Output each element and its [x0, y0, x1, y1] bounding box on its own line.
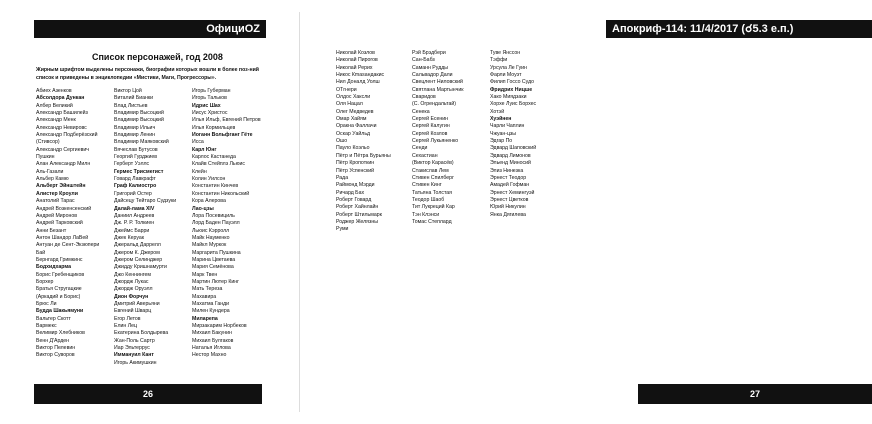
person-name: Юрий Никулин: [490, 204, 526, 211]
person-name: Эдгар По: [490, 138, 513, 145]
person-name: Фарли Моуэт: [490, 72, 522, 79]
person-name: Евгений Шварц: [114, 308, 152, 315]
person-name: Сенека: [412, 108, 430, 115]
person-name: Рада: [336, 174, 349, 181]
person-name: Карлос Кастанеда: [192, 154, 236, 161]
person-name: Лора Посевициль: [192, 212, 235, 219]
person-name: Исса: [192, 139, 204, 146]
person-name: Антуан де Сент-Экзюпери: [36, 242, 100, 249]
person-name: Свецлент Ниловский: [412, 79, 463, 86]
name-column-4: [336, 50, 391, 234]
left-page-number: 26: [34, 384, 262, 404]
name-column-5: [412, 50, 464, 226]
person-name: Альберт Эйнштейн: [36, 183, 86, 190]
person-name: Иммануил Кант: [114, 352, 154, 359]
person-name: Тит Лукреций Кар: [412, 204, 455, 211]
person-name: Колин Уилсон: [192, 176, 226, 183]
person-name: Братья Стругацкие: [36, 286, 82, 293]
person-name: Эрнест Цветков: [490, 196, 529, 203]
person-name: Мать Тереза: [192, 286, 223, 293]
person-name: Анни Безант: [36, 227, 67, 234]
person-name: Кора Алерова: [192, 198, 226, 205]
person-name: Роберт Говард: [336, 196, 372, 203]
person-name: Миларепа: [192, 315, 218, 322]
name-column-1: [36, 88, 99, 360]
person-name: Пушкин: [36, 154, 55, 161]
person-name: Владимир Маяковский: [114, 139, 169, 146]
name-column-3: [192, 88, 261, 360]
person-name: Ошо: [336, 138, 348, 145]
person-name: Джордж Лукас: [114, 278, 149, 285]
person-name: Герберт Уэллс: [114, 161, 150, 168]
person-name: Александр Менк: [36, 117, 76, 124]
person-name: Оскар Уайльд: [336, 130, 371, 137]
person-name: Бай: [36, 249, 46, 256]
name-column-6: [490, 50, 536, 219]
list-title: Список персонажей, год 2008: [92, 52, 223, 62]
person-name: Влад Листьев: [114, 102, 148, 109]
person-name: Виктор Пелевин: [36, 345, 76, 352]
person-name: Бодхидхарма: [36, 264, 72, 271]
person-name: Дж. Р. Р. Толкиен: [114, 220, 155, 227]
person-name: Руми: [336, 226, 349, 233]
person-name: Григорий Остер: [114, 190, 152, 197]
person-name: Говард Лавкрафт: [114, 176, 156, 183]
person-name: Илья Кормильцев: [192, 124, 236, 131]
person-name: Далай-лама XIV: [114, 205, 155, 212]
person-name: Сергей Калугин: [412, 123, 450, 130]
person-name: Джеймс Барри: [114, 227, 150, 234]
person-name: Лорд Баден Пауэлл: [192, 220, 240, 227]
person-name: Тэффи: [490, 57, 508, 64]
person-name: Пётр и Пётра Бурьяны: [336, 152, 391, 159]
person-name: Николай Рерих: [336, 64, 373, 71]
person-name: Филип Госсо Судо: [490, 79, 535, 86]
person-name: Александр Башилейз: [36, 110, 88, 117]
person-name: Андрей Миронов: [36, 212, 77, 219]
person-name: Хорхе Луис Борхес: [490, 101, 537, 108]
person-name: Льюис Кэрролл: [192, 227, 230, 234]
person-name: Элиз Нинезка: [490, 167, 524, 174]
person-name: Роберт Штильмарк: [336, 211, 382, 218]
person-name: Дайсецу Тейтаро Судзуки: [114, 198, 177, 205]
person-name: Карл Юнг: [192, 146, 217, 153]
person-name: Игорь Тальков: [192, 95, 227, 102]
person-name: Урсула Ле Гуин: [490, 64, 527, 71]
person-name: Владимир Высоцкий: [114, 117, 164, 124]
person-name: Андрей Тарковский: [36, 220, 83, 227]
person-name: Джером Селинджер: [114, 256, 163, 263]
person-name: Николай Пирогов: [336, 57, 378, 64]
person-name: Будда Шакьямуни: [36, 308, 84, 315]
person-name: (Виктор Карасёв): [412, 160, 454, 167]
person-name: Эдвард Лимонов: [490, 152, 531, 159]
person-name: Марк Твен: [192, 271, 218, 278]
person-name: Амадей Гофман: [490, 182, 530, 189]
person-name: Стивен Кинг: [412, 182, 442, 189]
left-header: ОфициOZ: [34, 20, 266, 38]
person-name: Иисус Христос: [192, 110, 228, 117]
person-name: Абиех Азенков: [36, 88, 72, 94]
person-name: Николай Козлов: [336, 50, 375, 56]
person-name: Саманн Рудды: [412, 64, 448, 71]
person-name: Сергей Лукьяненко: [412, 138, 459, 145]
person-name: Екатерина Болдырева: [114, 330, 169, 337]
person-name: Егор Летов: [114, 315, 141, 322]
person-name: Джером К. Джером: [114, 249, 160, 256]
person-name: Александр Невировс: [36, 124, 87, 131]
person-name: Никос Кmasандакис: [336, 72, 385, 79]
person-name: Велимир Хлебников: [36, 330, 85, 337]
person-name: Константин Никольский: [192, 190, 250, 197]
person-name: Стивен Спилберг: [412, 174, 454, 181]
person-name: Нестор Махно: [192, 352, 227, 359]
person-name: Георгий Гурджиев: [114, 154, 158, 161]
person-name: Дмитрий Аверьяни: [114, 300, 160, 307]
person-name: Анатолий Тарас: [36, 198, 75, 205]
person-name: Роджер Желязны: [336, 218, 378, 225]
person-name: Туве Янссон: [490, 50, 521, 56]
person-name: Даниил Андреев: [114, 212, 155, 219]
person-name: (С. Огрендальтай): [412, 101, 456, 108]
person-name: Мирзакарим Норбеков: [192, 323, 247, 329]
person-name: Тэн Клэнси: [412, 211, 440, 218]
person-name: Хуэйнен: [490, 116, 512, 123]
right-page-number: 27: [638, 384, 872, 404]
person-name: Милен Кундера: [192, 308, 230, 315]
person-name: Владимир Ленин: [114, 132, 156, 139]
person-name: Марина Цветаева: [192, 256, 236, 263]
person-name: Иар Эльтеррус: [114, 345, 150, 352]
person-name: Чжуан-цзы: [490, 130, 517, 137]
right-header: Апокриф-114: 11/4/2017 (☌5.3 е.п.): [606, 20, 872, 38]
person-name: Махавира: [192, 293, 217, 300]
person-name: Виктор Цой: [114, 88, 142, 94]
person-name: Виктор Суворов: [36, 352, 75, 359]
person-name: Томас Степлард: [412, 218, 452, 225]
person-name: Святлана Мартынчик: [412, 86, 464, 93]
person-name: Алан Александр Милн: [36, 161, 91, 168]
person-name: ОТгнери: [336, 86, 357, 93]
person-name: Владимир Ильич: [114, 124, 156, 131]
list-intro: Жирным шрифтом выделены персонажи, биографии которых вошли в более поз-ний список и приведены в энциклопедии «Мистики, Маги, Прогрессоры».: [36, 67, 259, 81]
person-name: Джидду Кришнамурти: [114, 264, 167, 271]
person-name: Теодор Шаоб: [412, 196, 445, 203]
person-name: Майк Науменко: [192, 234, 230, 241]
person-name: Альбер Камю: [36, 176, 69, 183]
person-name: Гермес Трисмегист: [114, 168, 164, 175]
person-name: Стакислав Лем: [412, 167, 449, 174]
person-name: Сергей Козлов: [412, 130, 448, 137]
person-name: Венн Д'Арден: [36, 337, 70, 344]
person-name: Константин Кинчев: [192, 183, 239, 190]
person-name: Виталий Бианки: [114, 95, 154, 102]
person-name: Хотэй: [490, 108, 505, 115]
person-name: Владимир Высоцкий: [114, 110, 164, 117]
person-name: Эдвард Шаповский: [490, 145, 537, 152]
person-name: Пётр Кропоткин: [336, 160, 375, 167]
person-name: Жан-Поль Сартр: [114, 337, 155, 344]
person-name: Эльенд Миносий: [490, 160, 531, 167]
person-name: Брюс Ли: [36, 300, 57, 307]
person-name: Алистер Кроули: [36, 190, 78, 197]
person-name: Борис Гребенщиков: [36, 271, 85, 278]
person-name: Михаил Булгаков: [192, 337, 234, 344]
person-name: Граф Калиостро: [114, 183, 157, 190]
person-name: Андрей Возкенсенский: [36, 205, 92, 212]
person-name: Фридрих Ницше: [490, 86, 533, 93]
person-name: Хако Миядзаки: [490, 94, 527, 101]
person-name: Аль-Газали: [36, 168, 64, 175]
person-name: Олдос Хаксли: [336, 94, 371, 101]
person-name: Михаил Бакунин: [192, 330, 232, 337]
person-name: Нил Доналд Уолш: [336, 79, 380, 86]
person-name: Сваридов: [412, 94, 436, 101]
person-name: Мария Семёнова: [192, 264, 234, 271]
person-name: Пауло Коэльо: [336, 145, 370, 152]
person-name: Янка Дягилева: [490, 211, 526, 218]
person-name: Вальтер Скотт: [36, 315, 71, 322]
person-name: Пётр Успенский: [336, 167, 375, 174]
person-name: Вармекс: [36, 323, 57, 329]
person-name: Александр Сергиевич: [36, 146, 89, 153]
person-name: Клайв Стейплз Льюис: [192, 161, 246, 168]
person-name: Клейн: [192, 168, 207, 175]
person-name: Борхер: [36, 278, 54, 285]
person-name: Иоганн Вольфганг Гёте: [192, 132, 253, 139]
person-name: (Аркадий и Борис): [36, 293, 81, 300]
person-name: Маргарита Пушкина: [192, 249, 241, 256]
person-name: Джек Керуак: [114, 234, 145, 241]
person-name: Оля Нацал: [336, 101, 363, 108]
person-name: Омар Хайям: [336, 116, 367, 123]
person-name: Рэй Брэдбери: [412, 50, 446, 56]
person-name: Игорь Акимушкин: [114, 359, 157, 366]
person-name: Раймонд Мэрди: [336, 182, 375, 189]
person-name: Сальвадор Дали: [412, 72, 453, 79]
person-name: Игорь Губерман: [192, 88, 231, 94]
person-name: Чарли Чаплин: [490, 123, 525, 130]
person-name: Сергей Есенин: [412, 116, 449, 123]
person-name: Эрнест Теодор: [490, 174, 527, 181]
person-name: Дион Форчун: [114, 293, 149, 300]
person-name: Мартин Лютер Кинг: [192, 278, 240, 285]
person-name: Ричард Бах: [336, 189, 365, 196]
person-name: Оракна Фаллачи: [336, 123, 377, 130]
person-name: Сехастиан: [412, 152, 438, 159]
person-name: Сенди: [412, 145, 428, 152]
person-name: Елин Лец: [114, 323, 137, 329]
person-name: Вячеслав Бутусов: [114, 146, 158, 153]
person-name: Джо Кеннингем: [114, 271, 151, 278]
person-name: Махатма Ганди: [192, 300, 230, 307]
person-name: Эрнест Хемингуэй: [490, 189, 535, 196]
person-name: Майкл Муркок: [192, 242, 227, 249]
person-name: Александр Подберёзский: [36, 132, 98, 139]
person-name: Джеральд Даррелл: [114, 242, 161, 249]
right-page: [300, 0, 794, 424]
person-name: Татьяна Толстая: [412, 189, 452, 196]
person-name: (Стивсор): [36, 139, 60, 146]
person-name: Бернгард Гримкинс: [36, 256, 83, 263]
name-column-2: [114, 88, 176, 367]
person-name: Роберт Хайнлайн: [336, 204, 379, 211]
person-name: Сан-Бабз: [412, 57, 435, 64]
person-name: Джордж Оруэлл: [114, 286, 153, 293]
person-name: Идрис Шах: [192, 102, 221, 109]
person-name: Илья Ильф, Евгений Петров: [192, 117, 261, 124]
person-name: Албер Великий: [36, 102, 73, 109]
person-name: Наталья Иглова: [192, 345, 231, 352]
person-name: Лао-цзы: [192, 205, 214, 212]
person-name: Антон Шандор ЛаВей: [36, 234, 89, 241]
left-page: [0, 0, 300, 424]
person-name: Абсолдора Дункан: [36, 95, 85, 102]
person-name: Олег Медведев: [336, 108, 374, 115]
